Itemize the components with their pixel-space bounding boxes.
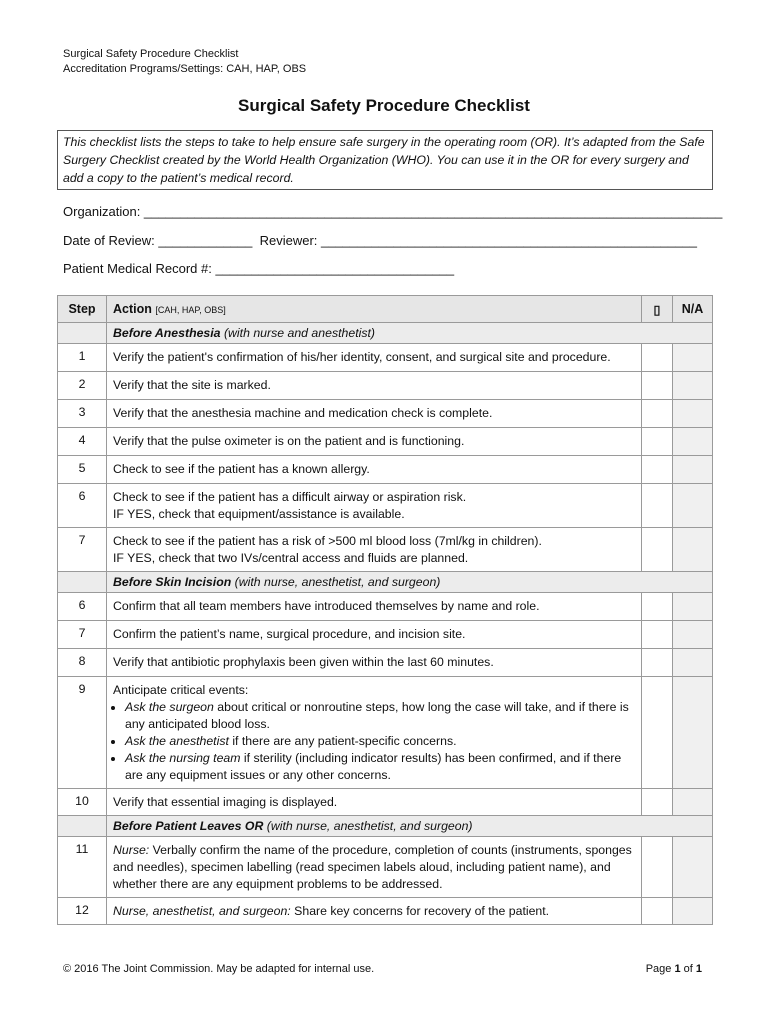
checkbox-cell[interactable] xyxy=(642,344,673,372)
na-cell[interactable] xyxy=(673,837,713,898)
checkbox-cell[interactable] xyxy=(642,649,673,677)
header-title: Surgical Safety Procedure Checklist xyxy=(63,48,239,60)
table-row: 7 Confirm the patient’s name, surgical procedure, and incision site. xyxy=(58,621,713,649)
table-row: 11 Nurse: Verbally confirm the name of the procedure, completion of counts (instruments, sponges and needles), specimen labelling (read specimen labels aloud, including patient name), and whether there are any equipment problems to be addressed. xyxy=(58,837,713,898)
critical-events-list xyxy=(113,699,635,784)
na-cell[interactable] xyxy=(673,528,713,572)
section-row xyxy=(58,816,713,837)
table-row: 3 Verify that the anesthesia machine and medication check is complete. xyxy=(58,400,713,428)
table-row: 6 Check to see if the patient has a difficult airway or aspiration risk. IF YES, check that equipment/assistance is available. xyxy=(58,484,713,528)
col-action-label: Action xyxy=(113,302,152,316)
table-header-row xyxy=(58,296,713,323)
na-cell[interactable] xyxy=(673,400,713,428)
section-title: Before Anesthesia xyxy=(113,326,221,340)
checkbox-cell[interactable] xyxy=(642,456,673,484)
intro-box: This checklist lists the steps to take to help ensure safe surgery in the operating room (OR). It’s adapted from the Safe Surgery Checklist created by the World Health Organization (WHO). You can use it in the OR for every surgery and add a copy to the patient’s medical record. xyxy=(57,130,713,190)
checkbox-cell[interactable] xyxy=(642,372,673,400)
date-reviewer-field[interactable]: Date of Review: _____________ Reviewer: ____________________________________________________ xyxy=(63,233,697,248)
col-action-programs: [CAH, HAP, OBS] xyxy=(155,305,226,315)
footer-page-number: Page 1 of 1 xyxy=(645,963,702,975)
na-cell[interactable] xyxy=(673,372,713,400)
section-row xyxy=(58,572,713,593)
section-title: Before Patient Leaves OR xyxy=(113,819,264,833)
checkbox-cell[interactable] xyxy=(642,789,673,816)
table-row: 1 Verify the patient's confirmation of his/her identity, consent, and surgical site and procedure. xyxy=(58,344,713,372)
organization-field[interactable]: Organization: ________________________________________________________________________________ xyxy=(63,204,723,219)
section-subtitle: (with nurse and anesthetist) xyxy=(220,326,376,340)
table-row: 6 Confirm that all team members have introduced themselves by name and role. xyxy=(58,593,713,621)
na-cell[interactable] xyxy=(673,593,713,621)
list-item: • Ask the nursing team if sterility (including indicator results) has been confirmed, and if there are any equipment issues or any other concerns. xyxy=(125,750,635,784)
na-cell[interactable] xyxy=(673,484,713,528)
checkbox-cell[interactable] xyxy=(642,400,673,428)
checkbox-cell[interactable] xyxy=(642,528,673,572)
na-cell[interactable] xyxy=(673,677,713,789)
na-cell[interactable] xyxy=(673,428,713,456)
checkbox-cell[interactable] xyxy=(642,428,673,456)
checkbox-cell[interactable] xyxy=(642,677,673,789)
table-row: 9 Anticipate critical events: • Ask the surgeon about critical or nonroutine steps, how long the case will take, and if there is any anticipated blood loss. • Ask the anesthetist if there are any patient-specific concerns. • Ask the nursing team if sterility (including indicator results) has been confirmed, and if there are any equipment issues or any other concerns. xyxy=(58,677,713,789)
na-cell[interactable] xyxy=(673,649,713,677)
na-cell[interactable] xyxy=(673,789,713,816)
col-action xyxy=(107,296,642,323)
checkbox-cell[interactable] xyxy=(642,898,673,925)
na-cell[interactable] xyxy=(673,898,713,925)
list-item: • Ask the anesthetist if there are any patient-specific concerns. xyxy=(125,733,635,750)
checkbox-cell[interactable] xyxy=(642,837,673,898)
table-row: 10 Verify that essential imaging is displayed. xyxy=(58,789,713,816)
na-cell[interactable] xyxy=(673,344,713,372)
col-na: N/A xyxy=(673,296,713,323)
table-row: 5 Check to see if the patient has a known allergy. xyxy=(58,456,713,484)
table-row: 7 Check to see if the patient has a risk of >500 ml blood loss (7ml/kg in children). IF YES, check that two IVs/central access and fluids are planned. xyxy=(58,528,713,572)
na-cell[interactable] xyxy=(673,621,713,649)
col-step: Step xyxy=(58,296,107,323)
table-row: 4 Verify that the pulse oximeter is on the patient and is functioning. xyxy=(58,428,713,456)
checkbox-cell[interactable] xyxy=(642,621,673,649)
checklist-table xyxy=(57,295,713,925)
table-row: 8 Verify that antibiotic prophylaxis been given within the last 60 minutes. xyxy=(58,649,713,677)
checkbox-cell[interactable] xyxy=(642,484,673,528)
col-check: ▯ xyxy=(642,296,673,323)
table-row: 12 Nurse, anesthetist, and surgeon: Share key concerns for recovery of the patient. xyxy=(58,898,713,925)
na-cell[interactable] xyxy=(673,456,713,484)
table-row: 2 Verify that the site is marked. xyxy=(58,372,713,400)
checkbox-cell[interactable] xyxy=(642,593,673,621)
section-subtitle: (with nurse, anesthetist, and surgeon) xyxy=(231,575,441,589)
document-header xyxy=(63,47,306,77)
footer-copyright: © 2016 The Joint Commission. May be adapted for internal use. xyxy=(63,963,375,975)
list-item: • Ask the surgeon about critical or nonroutine steps, how long the case will take, and if there is any anticipated blood loss. xyxy=(125,699,635,733)
section-title: Before Skin Incision xyxy=(113,575,232,589)
medical-record-field[interactable]: Patient Medical Record #: _________________________________ xyxy=(63,261,455,276)
section-row xyxy=(58,323,713,344)
section-subtitle: (with nurse, anesthetist, and surgeon) xyxy=(263,819,473,833)
page-title: Surgical Safety Procedure Checklist xyxy=(238,96,530,115)
header-programs: Accreditation Programs/Settings: CAH, HAP, OBS xyxy=(63,63,307,75)
